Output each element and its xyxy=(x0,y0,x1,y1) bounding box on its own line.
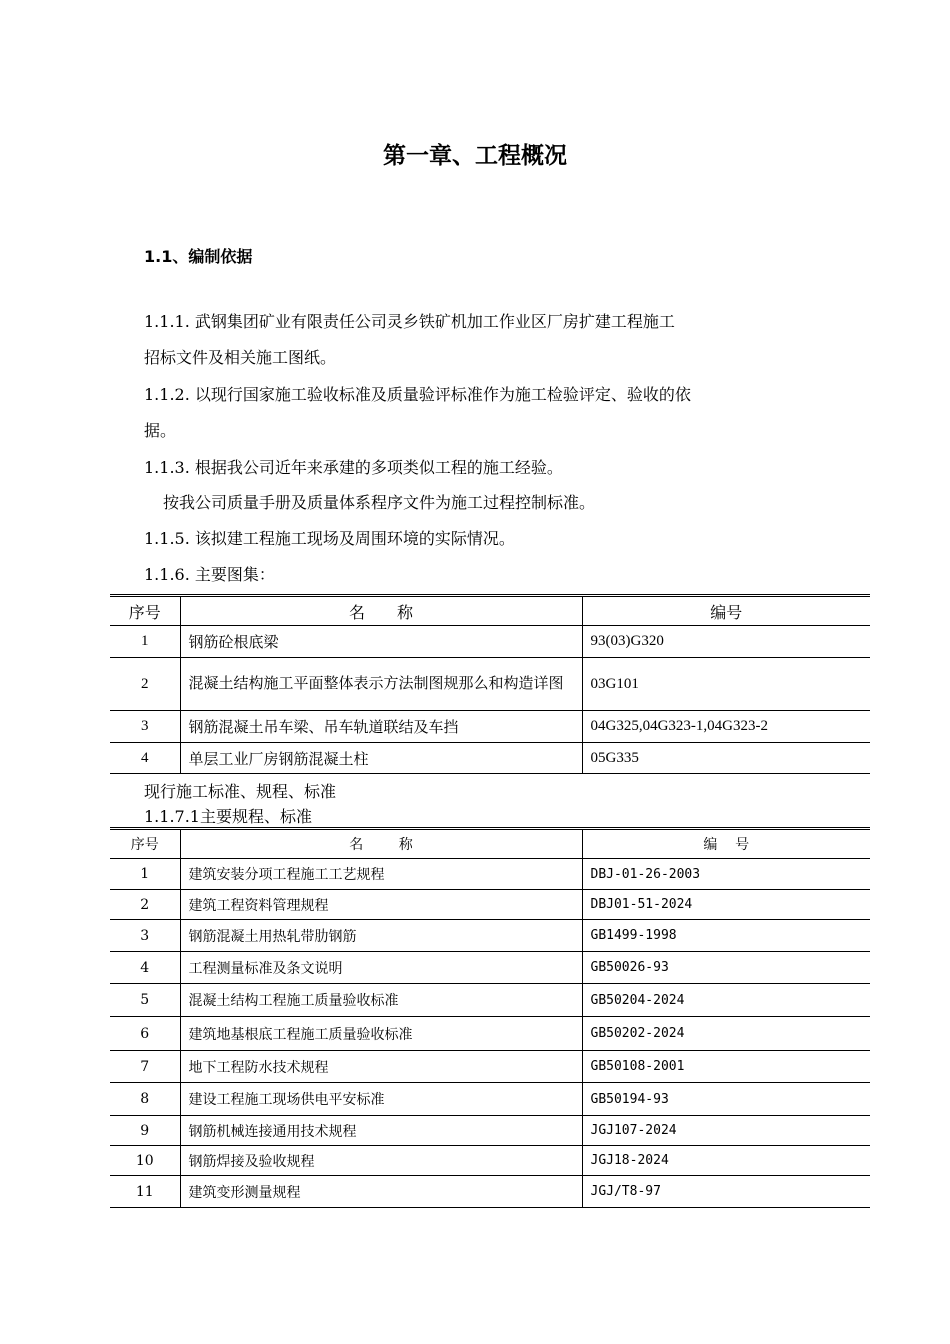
cell-name: 建设工程施工现场供电平安标准 xyxy=(180,1083,582,1116)
cell-code: GB50108-2001 xyxy=(582,1051,870,1083)
table-row xyxy=(110,658,870,711)
table-header-row xyxy=(110,596,870,626)
table-header-row xyxy=(110,829,870,859)
paragraph-1-1-1-cont: 招标文件及相关施工图纸。 xyxy=(144,348,337,367)
standards-subheading: 1.1.7.1主要规程、标准 xyxy=(144,807,312,826)
cell-no: 5 xyxy=(110,984,180,1017)
chapter-title: 第一章、工程概况 xyxy=(383,143,567,169)
cell-no: 1 xyxy=(110,859,180,890)
table-row xyxy=(110,890,870,920)
cell-code: GB1499-1998 xyxy=(582,920,870,952)
cell-name: 建筑安装分项工程施工工艺规程 xyxy=(180,859,582,890)
cell-no: 11 xyxy=(110,1176,180,1208)
table-row xyxy=(110,1146,870,1176)
table-row xyxy=(110,1017,870,1051)
cell-code: JGJ107-2024 xyxy=(582,1116,870,1146)
cell-no: 9 xyxy=(110,1116,180,1146)
cell-no: 2 xyxy=(110,658,180,711)
cell-name: 工程测量标准及条文说明 xyxy=(180,952,582,984)
drawing-atlas-table xyxy=(110,594,870,774)
cell-no: 4 xyxy=(110,952,180,984)
cell-code: JGJ18-2024 xyxy=(582,1146,870,1176)
cell-code: 03G101 xyxy=(582,658,870,711)
cell-name: 钢筋混凝土吊车梁、吊车轨道联结及车挡 xyxy=(180,711,582,743)
cell-code: GB50202-2024 xyxy=(582,1017,870,1051)
cell-code: GB50026-93 xyxy=(582,952,870,984)
table-row xyxy=(110,952,870,984)
header-no: 序号 xyxy=(110,596,180,626)
cell-name: 建筑变形测量规程 xyxy=(180,1176,582,1208)
cell-name: 单层工业厂房钢筋混凝土柱 xyxy=(180,743,582,774)
cell-no: 2 xyxy=(110,890,180,920)
table-row xyxy=(110,1176,870,1208)
cell-no: 3 xyxy=(110,711,180,743)
cell-code: GB50204-2024 xyxy=(582,984,870,1017)
table-row xyxy=(110,984,870,1017)
paragraph-1-1-3: 1.1.3. 根据我公司近年来承建的多项类似工程的施工经验。 xyxy=(144,458,563,477)
header-name: 名 称 xyxy=(180,596,582,626)
cell-no: 1 xyxy=(110,626,180,658)
cell-name: 混凝土结构施工平面整体表示方法制图规那么和构造详图 xyxy=(180,658,582,711)
section-title: 1.1、编制依据 xyxy=(144,247,253,266)
header-code: 编 号 xyxy=(582,829,870,859)
cell-code: DBJ01-51-2024 xyxy=(582,890,870,920)
cell-no: 7 xyxy=(110,1051,180,1083)
cell-name: 钢筋机械连接通用技术规程 xyxy=(180,1116,582,1146)
cell-name: 钢筋混凝土用热轧带肋钢筋 xyxy=(180,920,582,952)
cell-code: GB50194-93 xyxy=(582,1083,870,1116)
cell-code: DBJ-01-26-2003 xyxy=(582,859,870,890)
standards-table xyxy=(110,827,870,1208)
cell-no: 3 xyxy=(110,920,180,952)
cell-name: 建筑工程资料管理规程 xyxy=(180,890,582,920)
paragraph-1-1-4: 按我公司质量手册及质量体系程序文件为施工过程控制标准。 xyxy=(163,493,596,512)
table-row xyxy=(110,1116,870,1146)
table-row xyxy=(110,1051,870,1083)
header-name: 名 称 xyxy=(180,829,582,859)
cell-name: 建筑地基根底工程施工质量验收标准 xyxy=(180,1017,582,1051)
cell-name: 钢筋焊接及验收规程 xyxy=(180,1146,582,1176)
standards-heading: 现行施工标准、规程、标准 xyxy=(144,782,337,801)
cell-name: 地下工程防水技术规程 xyxy=(180,1051,582,1083)
paragraph-1-1-1: 1.1.1. 武钢集团矿业有限责任公司灵乡铁矿机加工作业区厂房扩建工程施工 xyxy=(144,312,675,331)
header-no: 序号 xyxy=(110,829,180,859)
cell-no: 10 xyxy=(110,1146,180,1176)
paragraph-1-1-2-cont: 据。 xyxy=(144,421,177,440)
header-code: 编号 xyxy=(582,596,870,626)
cell-code: 04G325,04G323-1,04G323-2 xyxy=(582,711,870,743)
paragraph-1-1-5: 1.1.5. 该拟建工程施工现场及周围环境的实际情况。 xyxy=(144,529,515,548)
cell-code: 93(03)G320 xyxy=(582,626,870,658)
cell-no: 6 xyxy=(110,1017,180,1051)
table-row xyxy=(110,859,870,890)
table-row xyxy=(110,1083,870,1116)
cell-no: 8 xyxy=(110,1083,180,1116)
table-row xyxy=(110,711,870,743)
paragraph-1-1-6: 1.1.6. 主要图集： xyxy=(144,565,275,584)
cell-name: 混凝土结构工程施工质量验收标准 xyxy=(180,984,582,1017)
table-row xyxy=(110,920,870,952)
paragraph-1-1-2: 1.1.2. 以现行国家施工验收标准及质量验评标准作为施工检验评定、验收的依 xyxy=(144,385,691,404)
table-row xyxy=(110,626,870,658)
cell-code: JGJ/T8-97 xyxy=(582,1176,870,1208)
table-row xyxy=(110,743,870,774)
cell-name: 钢筋砼根底梁 xyxy=(180,626,582,658)
cell-code: 05G335 xyxy=(582,743,870,774)
cell-no: 4 xyxy=(110,743,180,774)
